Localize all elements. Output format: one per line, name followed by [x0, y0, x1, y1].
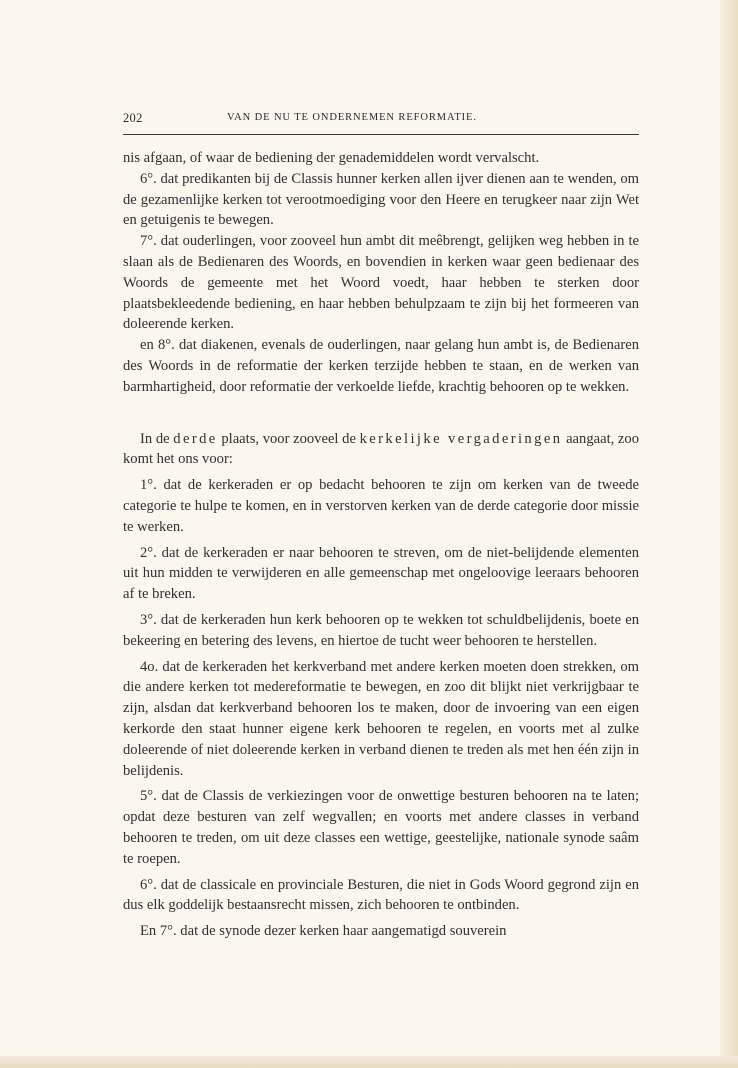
paragraph: en 8°. dat diakenen, evenals de ouderlingen, naar gelang hun ambt is, de Bedienaren des Woords in de reformatie der kerken terzijde hebben te staan, en de werken van barmhartigheid, door reformatie der verkoelde liefde, krachtig behooren op te wekken.	[123, 337, 639, 395]
emphasis-text: derde	[173, 430, 218, 447]
emphasis-text: kerkelijke vergaderingen	[359, 430, 563, 447]
paragraph: 3°. dat de kerkeraden hun kerk behooren op te wekken tot schuldbelijdenis, boete en bekeering en betering des levens, en hiertoe de tucht weer behooren te herstellen.	[123, 611, 639, 649]
text-run: aangaat, zoo komt het ons voor:	[123, 430, 640, 468]
paragraph: En 7°. dat de synode dezer kerken haar aangematigd souverein	[140, 923, 507, 940]
paragraph: nis afgaan, of waar de bediening der genademiddelen wordt vervalscht.	[123, 150, 540, 166]
page-edge	[720, 0, 738, 1068]
text-run: plaats, voor zooveel de	[217, 430, 360, 447]
page-number: 202	[123, 111, 143, 125]
paragraph: 6°. dat de classicale en provinciale Besturen, die niet in Gods Woord gegrond zijn en dus elk goddelijk bestaansrecht missen, zich behooren te ontbinden.	[123, 876, 639, 914]
paragraph: 1°. dat de kerkeraden er op bedacht behooren te zijn om kerken van de tweede categorie te hulpe te komen, en in verstorven kerken van de derde categorie door missie te werken.	[123, 477, 639, 535]
paragraph: 4o. dat de kerkeraden het kerkverband met andere kerken moeten doen strekken, om die andere kerken tot medereformatie te bewegen, en zoo dit blijkt niet verkrijgbaar te zijn, alsdan dat kerkverband behooren los te maken, door de invoering van een eigen kerkorde den staat hunner eigene kerk behooren te regelen, en voorts met al zulke doleerende of niet doleerende kerken in verband dienen te treden als met hen één zijn in belijdenis.	[123, 658, 639, 779]
page-bottom-edge	[0, 1056, 738, 1068]
section-intro	[123, 429, 639, 471]
paragraph: 2°. dat de kerkeraden er naar behooren te streven, om de niet-belijdende elementen uit hun midden te verwijderen en alle gemeenschap met ongeloovige leeraars behooren af te breken.	[123, 544, 639, 603]
running-head	[123, 108, 639, 135]
paragraph: 6°. dat predikanten bij de Classis hunner kerken allen ijver dienen aan te wenden, om de gezamenlijke kerken tot verootmoediging voor den Heere en terugkeer naar zijn Wet en getuigenis te bewegen.	[123, 170, 639, 229]
body-text	[123, 148, 639, 942]
running-title: VAN DE NU TE ONDERNEMEN REFORMATIE.	[227, 112, 477, 123]
paragraph: 5°. dat de Classis de verkiezingen voor de onwettige besturen behooren na te laten; opdat deze besturen van zelf wegvallen; en voorts met andere classes in verband behooren te treden, om uit deze classes een wettige, geestelijke, nationale synode saâm te roepen.	[123, 788, 639, 867]
text-run: In de	[140, 430, 174, 447]
section-gap	[123, 398, 639, 429]
paragraph: 7°. dat ouderlingen, voor zooveel hun ambt dit meêbrengt, gelijken weg hebben in te slaan als de Bedienaren des Woords, en bovendien in kerken waar geen bedienaar des Woords de gemeente met het Woord voedt, haar hebben te sterken door plaatsbekleedende bediening, en haar hebben behulpzaam te zijn bij het formeeren van doleerende kerken.	[123, 233, 639, 333]
